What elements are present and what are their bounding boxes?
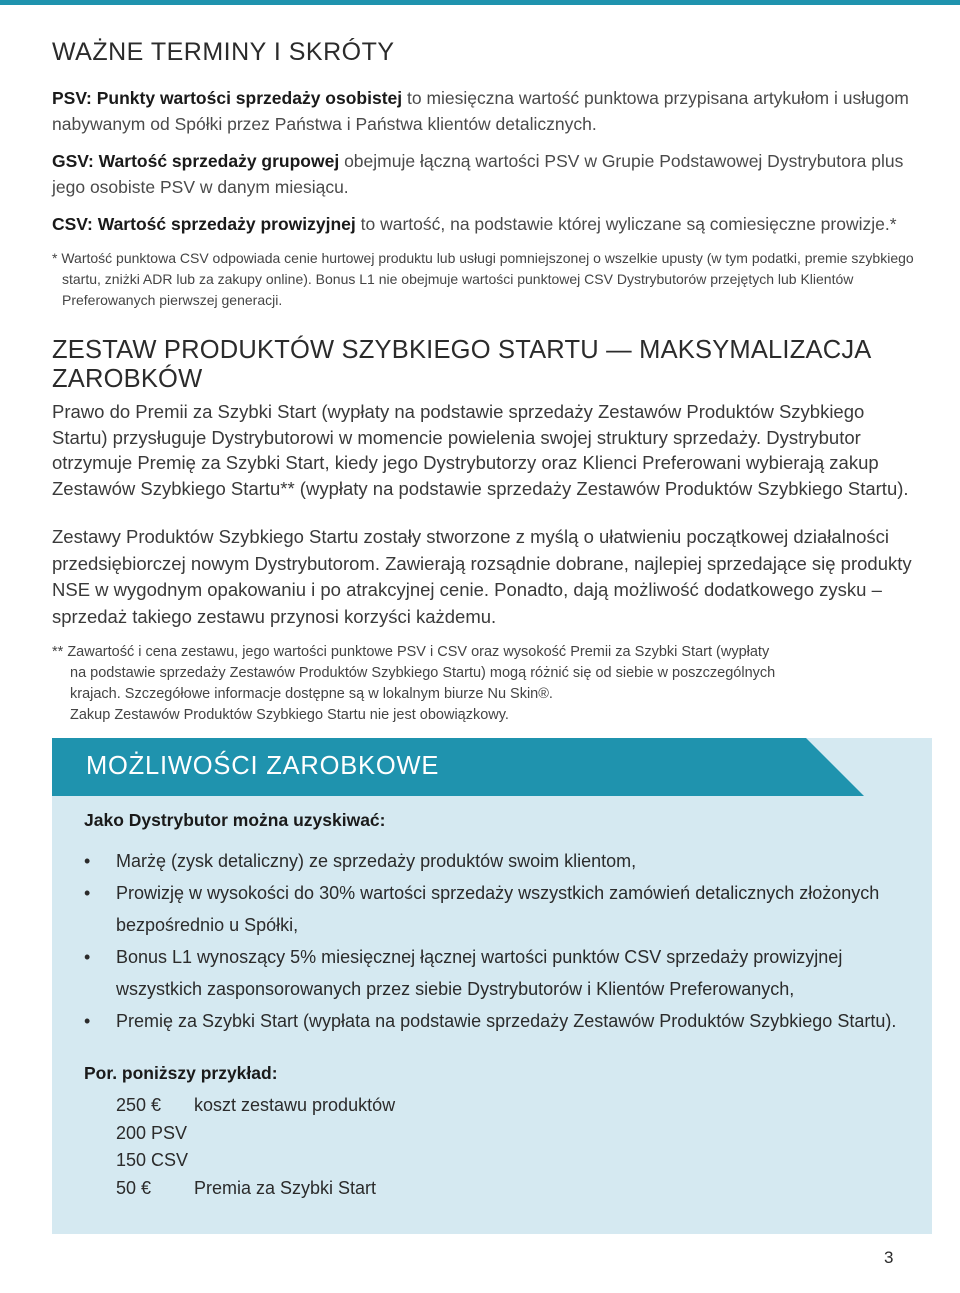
quick-start-paragraph-1: Prawo do Premii za Szybki Start (wypłaty na podstawie sprzedaży Zestawów Produktów Szybkiego Startu) przysługuje Dystrybutorowi w momencie powielenia swojej struktury sprzedaży. Dystrybutor otrzymuje Premię za Szybki Start, kiedy jego Dystrybutorzy oraz Klienci Preferowani wybierają zakup Zestawów Szybkiego Startu** (wypłaty na podstawie sprzedaży Zestawów Produktów Szybkiego Startu).: [52, 401, 909, 499]
list-item: [84, 941, 924, 1005]
example-description: koszt zestawu produktów: [194, 1095, 396, 1115]
term-csv-label: CSV: Wartość sprzedaży prowizyjnej: [52, 214, 356, 234]
example-amount: 50 €: [116, 1177, 152, 1198]
example-row: [84, 1120, 924, 1148]
list-item-text: Marżę (zysk detaliczny) ze sprzedaży produktów swoim klientom,: [116, 851, 637, 871]
list-item-text: Bonus L1 wynoszący 5% miesięcznej łącznej wartości punktów CSV sprzedaży prowizyjnej wszystkich zasponsorowanych przez siebie Dystrybutorów i Klientów Preferowanych,: [116, 947, 843, 999]
quick-start-footnote: [52, 642, 922, 726]
term-psv-definition: to miesięczna wartość punktowa przypisana artykułom i usługom nabywanym od Spółki przez Państwa i Państwa klientów detalicznych.: [52, 88, 909, 134]
bullet-icon: •: [84, 1011, 91, 1031]
opportunities-heading: MOŻLIWOŚCI ZAROBKOWE: [86, 752, 440, 780]
term-psv: [52, 85, 932, 137]
example-amount: 200 PSV: [116, 1122, 188, 1143]
example-row: [84, 1147, 924, 1175]
list-item: [84, 1005, 924, 1037]
top-accent-rule: [0, 0, 960, 5]
bullet-icon: •: [84, 883, 91, 903]
example-description: Premia za Szybki Start: [194, 1177, 377, 1198]
list-item: [84, 845, 924, 877]
example-label: Por. poniższy przykład:: [84, 1063, 278, 1083]
term-csv: [52, 211, 932, 237]
csv-footnote: * Wartość punktowa CSV odpowiada cenie hurtowej produktu lub usługi pomniejszonej o wszelkie upusty (w tym podatki, premie szybkiego startu, zniżki ADR lub za zakupy online). Bonus L1 nie obejmuje wartości punktowej CSV Dystrybutorów przejętych lub Klientów Preferowanych pierwszej generacji.: [52, 250, 914, 308]
term-gsv-definition: obejmuje łączną wartości PSV w Grupie Podstawowej Dystrybutora plus jego osobiste PSV w danym miesiącu.: [52, 151, 904, 197]
term-csv-definition: to wartość, na podstawie której wyliczane są comiesięczne prowizje.*: [355, 214, 897, 234]
term-psv-label: PSV: Punkty wartości sprzedaży osobistej: [52, 88, 403, 108]
list-item: [84, 877, 924, 941]
footnote-line: Zakup Zestawów Produktów Szybkiego Startu nie jest obowiązkowy.: [70, 707, 509, 723]
footnote-line: ** Zawartość i cena zestawu, jego wartości punktowe PSV i CSV oraz wysokość Premii za Szybki Start (wypłaty: [52, 644, 770, 660]
list-item-text: Premię za Szybki Start (wypłata na podstawie sprzedaży Zestawów Produktów Szybkiego Startu).: [116, 1011, 897, 1031]
example-row: [84, 1092, 924, 1120]
example-amount: 150 CSV: [116, 1150, 189, 1170]
footnote-line: krajach. Szczegółowe informacje dostępne są w lokalnym biurze Nu Skin®.: [70, 686, 553, 702]
list-item-text: Prowizję w wysokości do 30% wartości sprzedaży wszystkich zamówień detalicznych złożonych bezpośrednio u Spółki,: [116, 883, 880, 935]
bullet-icon: •: [84, 947, 91, 967]
opportunities-intro: Jako Dystrybutor można uzyskiwać:: [84, 810, 386, 830]
opportunities-list: [84, 845, 924, 1037]
quick-start-section: [52, 336, 922, 726]
opportunities-content: [84, 810, 924, 1202]
term-gsv: [52, 148, 932, 200]
example-amount: 250 €: [116, 1095, 162, 1115]
quick-start-paragraph-2: Zestawy Produktów Szybkiego Startu zostały stworzone z myślą o ułatwieniu początkowej działalności przedsiębiorczej nowym Dystrybutorom. Zawierają rozsądnie dobrane, najlepiej sprzedające się produkty NSE w wygodnym opakowaniu i po atrakcyjnej cenie. Ponadto, dają możliwość dodatkowego zysku – sprzedaż takiego zestawu przynosi korzyści każdemu.: [52, 526, 912, 627]
example-row: [84, 1175, 924, 1203]
terms-section: [52, 38, 932, 311]
quick-start-heading: ZESTAW PRODUKTÓW SZYBKIEGO STARTU — MAKSYMALIZACJA ZAROBKÓW: [52, 336, 871, 393]
page-number: 3: [884, 1248, 894, 1267]
footnote-line: na podstawie sprzedaży Zestawów Produktów Szybkiego Startu) mogą różnić się od siebie w poszczególnych: [70, 665, 776, 681]
term-gsv-label: GSV: Wartość sprzedaży grupowej: [52, 151, 340, 171]
bullet-icon: •: [84, 851, 91, 871]
terms-heading: WAŻNE TERMINY I SKRÓTY: [52, 38, 395, 66]
